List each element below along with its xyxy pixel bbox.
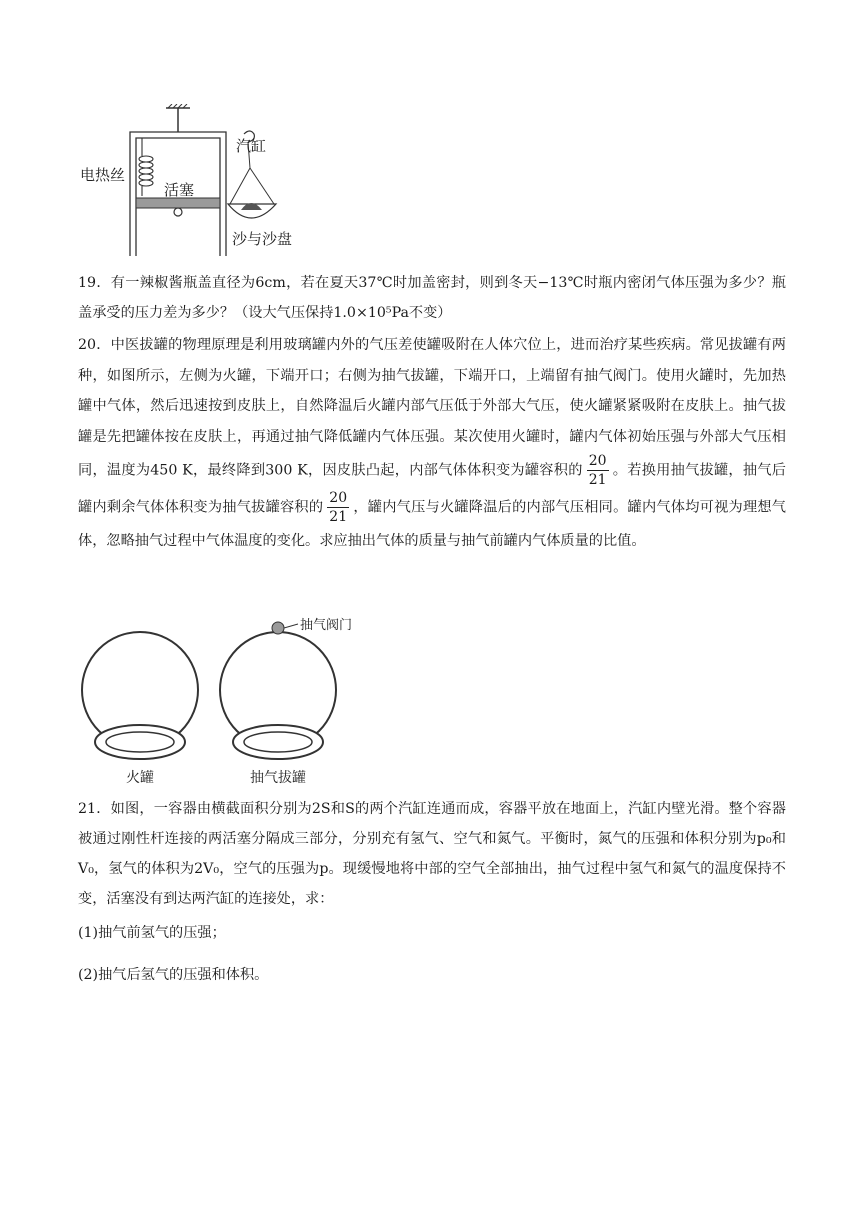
q20-text-part3: ，罐内气压与火罐降温后的内部气压相同。罐内气体均可视为理想气体，忽略抽气过程中气体温度的变化。求应抽出气体的质量与抽气前罐内气体质量的比值。 (78, 499, 786, 550)
question-21: 21．如图，一容器由横截面积分别为2S和S的两个汽缸连通而成，容器平放在地面上，汽缸内壁光滑。整个容器被通过刚性杆连接的两活塞分隔成三部分，分别充有氢气、空气和氮气。平衡时，氮气的压强和体积分别为p₀和V₀，氢气的体积为2V₀，空气的压强为p。现缓慢地将中部的空气全部抽出，抽气过程中氢气和氮气的温度保持不变，活塞没有到达两汽缸的连接处，求： (78, 801, 786, 907)
valve-label: 抽气阀门 (300, 618, 353, 633)
piston-label: 活塞 (164, 181, 195, 199)
fraction-20-21-second: $\frac{20}{21}$ (329, 490, 348, 526)
heater-label: 电热丝 (80, 166, 126, 184)
cylinder-diagram (78, 104, 308, 262)
q20-text-part2: 。若换用抽气拔罐，抽气后罐内剩余气体体积变为抽气拔罐容积的 (78, 462, 786, 516)
sand-pan-label: 沙与沙盘 (232, 230, 293, 248)
question-21-part-2: (2)抽气后氢气的压强和体积。 (78, 967, 269, 983)
cylinder-label: 汽缸 (236, 137, 267, 155)
question-20 (78, 330, 786, 557)
q20-text-part1: 20．中医拔罐的物理原理是利用玻璃罐内外的气压差使罐吸附在人体穴位上，进而治疗某些疾病。常见拔罐有两种，如图所示，左侧为火罐，下端开口；右侧为抽气拔罐，下端开口，上端留有抽气阀门。使用火罐时，先加热罐中气体，然后迅速按到皮肤上，自然降温后火罐内部气压低于外部大气压，使火罐紧紧吸附在皮肤上。抽气拔罐是先把罐体按在皮肤上，再通过抽气降低罐内气体压强。某次使用火罐时，罐内气体初始压强与外部大气压相同，温度为450 K，最终降到300 K，因皮肤凸起，内部气体体积变为罐容积的 (78, 337, 786, 479)
question-19: 19．有一辣椒酱瓶盖直径为6cm，若在夏天37℃时加盖密封，则到冬天−13℃时瓶内密闭气体压强为多少？瓶盖承受的压力差为多少？（设大气压保持1.0×10⁵Pa不变） (78, 275, 786, 321)
suction-cup-label: 抽气拔罐 (250, 770, 306, 786)
fraction-20-21: $\frac{20}{21}$ (588, 453, 607, 489)
cupping-diagram (78, 616, 398, 788)
question-21-part-1: (1)抽气前氢气的压强； (78, 925, 226, 941)
fire-cup-label: 火罐 (126, 770, 154, 786)
